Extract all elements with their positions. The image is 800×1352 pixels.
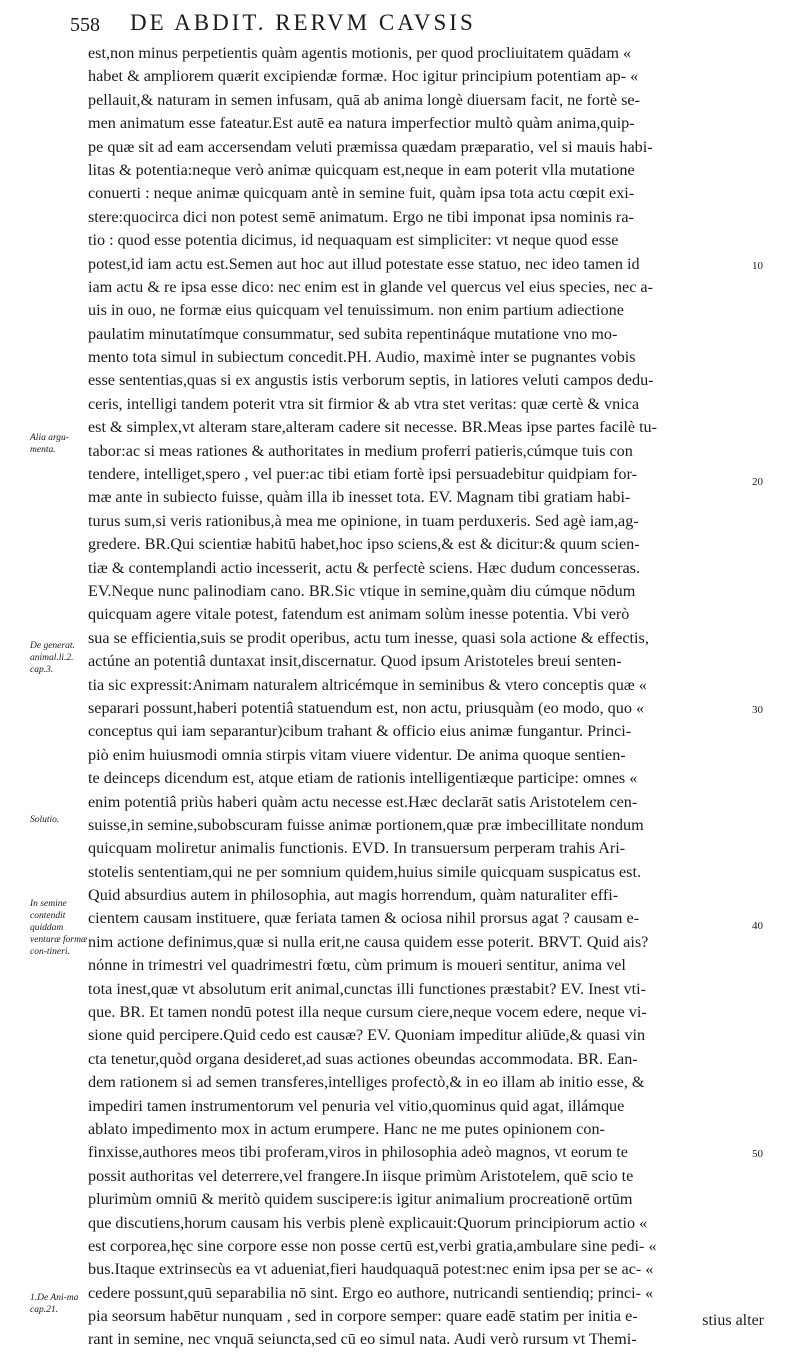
text-line: cta tenetur,quòd organa desideret,ad suas actiones obeundas accommodata. BR. Ean- <box>88 1049 638 1068</box>
text-line: piò enim huiusmodi omnia stirpis vitam viuere videntur. De anima quoque sentien- <box>88 745 626 764</box>
text-line: nim actione definimus,quæ si nulla erit,ne causa quidem esse poterit. BRVT. Quid ais? <box>88 932 649 951</box>
text-line: cedere possunt,quū separabilia nō sint. Ergo eo authore, nutricandi sentiendiq; princi- « <box>88 1283 654 1302</box>
text-line: possit authoritas vel deterrere,vel frangere.In iisque primùm Aristotelem, quē scio te <box>88 1166 634 1185</box>
text-line: stotelis sententiam,qui ne per somnium quidem,huius simile quicquam suspicatus est. <box>88 862 642 881</box>
text-line: men animatum esse fateatur.Est autē ea natura imperfectior multò quàm anima,quip- <box>88 114 635 133</box>
text-line: ablato impedimento mox in actum erumpere. Hanc ne me putes opinionem con- <box>88 1119 605 1138</box>
text-line: potest,id iam actu est.Semen aut hoc aut illud potestate esse statuo, nec ideo tamen id <box>88 254 640 273</box>
text-line: tiæ & contemplandi actio incesserit, actu & perfectè sciens. Hæc dudum concesseras. <box>88 558 640 577</box>
line-number-50: 50 <box>752 1148 763 1160</box>
text-line: dem rationem si ad semen transferes,intelliges profectò,& in eo illam ab initio esse, & <box>88 1073 645 1092</box>
text-line: te deinceps dicendum est, atque etiam de rationis intelligentiæque participe: omnes « <box>88 769 638 788</box>
text-line: gredere. BR.Qui scientiæ habitū habet,hoc ipso sciens,& est & dicitur:& quum scien- <box>88 535 640 554</box>
text-line: pia seorsum habētur nunquam , sed in corpore semper: quare eadē statim per initia e- <box>88 1307 638 1326</box>
line-number-30: 30 <box>752 704 763 716</box>
text-line: separari possunt,haberi potentiâ statuendum est, non actu, priusquàm (eo modo, quo « <box>88 698 645 717</box>
text-line: finxisse,authores meos tibi proferam,viros in philosophia adeò magnos, vt eorum te <box>88 1143 628 1162</box>
text-line: turus sum,si veris rationibus,à mea me opinione, in tuam perduxeris. Sed agè iam,ag- <box>88 511 639 530</box>
text-line: cientem causam instituere, quæ feriata tamen & ociosa nihil prorsus agat ? causam e- <box>88 909 640 928</box>
margin-note-de-anima: 1.De Ani-ma cap.21. <box>30 1293 79 1315</box>
text-line: mento tota simul in subiectum concedit.PH. Audio, maximè inter se pugnantes vobis <box>88 348 636 367</box>
text-line: nónne in trimestri vel quadrimestri fœtu, cùm primum is moueri sentitur, anima vel <box>88 956 626 975</box>
text-line: quicquam moliretur animalis functionis. EVD. In transuersum perperam trahis Ari- <box>88 839 626 858</box>
text-line: tota inest,quæ vt absolutum erit animal,cunctas illi functiones præstabit? EV. Inest vti- <box>88 979 647 998</box>
text-line: est,non minus perpetientis quàm agentis motionis, per quod procliuitatem quādam « <box>88 44 632 62</box>
text-line: Quid absurdius autem in philosophia, aut magis horrendum, quàm naturaliter effi- <box>88 886 619 905</box>
text-line: bus.Itaque extrinsecùs ea vt adueniat,fieri haudquaquā potest:nec enim ipsa per se ac- « <box>88 1260 654 1279</box>
text-line: actúne an potentiâ duntaxat insit,discernatur. Quod ipsum Aristoteles breui senten- <box>88 652 622 671</box>
running-head: DE ABDIT. RERVM CAVSIS <box>130 10 476 35</box>
text-line: ceris, intelligi tandem poterit vtra sit firmior & ab vtra stet veritas: quæ certè & vnica <box>88 394 640 413</box>
text-line: plurimùm omniū & meritò quidem suscipere:is igitur animalium procreationē ortūm <box>88 1190 633 1209</box>
page-number: 558 <box>70 14 100 36</box>
text-line: iam actu & re ipsa esse dico: nec enim est in glande vel quercus vel eius species, nec a- <box>88 277 654 296</box>
text-line: quicquam agere vitale potest, fatendum est animam solùm inesse potentia. Vbi verò <box>88 605 630 624</box>
text-line: sua se efficientia,suis se prodit operibus, actu tum inesse, quasi sola actione & effectis, <box>88 628 649 647</box>
text-line: tio : quod esse potentia dicimus, id nequaquam est simpliciter: vt neque quod esse <box>88 231 619 250</box>
text-line: que. BR. Et tamen nondū potest illa neque cursum ciere,neque vocem edere, neque vi- <box>88 1003 647 1022</box>
text-line: tia sic expressit:Animam naturalem altricémque in seminibus & vtero conceptis quæ « <box>88 675 647 694</box>
body-text <box>88 42 768 1352</box>
catchword: stius alter <box>702 1312 764 1329</box>
text-line: tabor:ac si meas rationes & authoritates in medium proferri patieris,cúmque tuis con <box>88 441 633 460</box>
text-line: que discutiens,horum causam his verbis plenè explicauit:Quorum principiorum actio « <box>88 1213 648 1232</box>
line-number-40: 40 <box>752 920 763 932</box>
text-line: suisse,in semine,subobscuram fuisse animæ portionem,quæ præ imbecillitate nondum <box>88 815 644 834</box>
text-line: uis in ouo, ne formæ eius quicquam vel tenuissimum. non enim partium adiectione <box>88 301 624 320</box>
text-line: conuerti : neque animæ quicquam antè in semine fuit, quàm ipsa tota actu cœpit exi- <box>88 184 635 203</box>
margin-note-alia-argumenta: Alia argu-menta. <box>30 433 69 455</box>
text-line: pellauit,& naturam in semen infusam, quā ab anima longè diuersam facit, ne fortè se- <box>88 90 640 109</box>
text-line: habet & ampliorem quærit excipiendæ formæ. Hoc igitur principium potentiam ap- « <box>88 67 639 86</box>
text-line: paulatim minutatímque consummatur, sed subita repentináque mutatione vno mo- <box>88 324 618 343</box>
text-line: esse sententias,quas si ex angustis istis verborum septis, in latiores veluti campos dedu- <box>88 371 654 390</box>
text-line: tendere, intelliget,spero , vel puer:ac tibi etiam fortè ipsi persuadebitur quidpiam for- <box>88 465 637 484</box>
text-line: impediri tamen instrumentorum vel penuria vel vitio,quominus quid agat, illámque <box>88 1096 625 1115</box>
margin-note-in-semine: In semine contendit quiddam venturæ formæ con-tineri. <box>30 899 88 957</box>
margin-note-de-generat: De generat. animal.li.2. cap.3. <box>30 641 75 675</box>
text-line: litas & potentia:neque verò animæ quicquam est,neque in eam poterit vlla mutatione <box>88 160 635 179</box>
text-line: pe quæ sit ad eam accersendam veluti præmissa quædam præparatio, vel si mauis habi- <box>88 137 653 156</box>
line-number-10: 10 <box>752 260 763 272</box>
text-line: sione quid percipere.Quid cedo est causæ? EV. Quoniam impeditur aliūde,& quasi vin <box>88 1026 646 1045</box>
margin-note-solutio: Solutio. <box>30 815 60 825</box>
text-line: EV.Neque nunc palinodiam cano. BR.Sic vtique in semine,quàm diu cúmque nōdum <box>88 581 636 600</box>
line-number-20: 20 <box>752 476 763 488</box>
text-line: enim potentiâ priùs haberi quàm actu necesse est.Hæc declarāt satis Aristotelem cen- <box>88 792 638 811</box>
text-line: est & simplex,vt alteram stare,alteram cadere sit necesse. BR.Meas ipse partes facilè tu- <box>88 418 658 437</box>
text-line: est corporea,hęc sine corpore esse non posse certū est,verbi gratia,ambulare sine pedi- « <box>88 1236 657 1255</box>
text-line: rant in semine, nec vnquā seiuncta,sed cū eo simul nata. Audi verò rursum vt Themi- <box>88 1330 637 1349</box>
text-line: mæ ante in subiecto fuisse, quàm illa ib inesset tota. EV. Magnam tibi gratiam habi- <box>88 488 631 507</box>
text-line: conceptus qui iam separantur)cibum trahant & officio eius animæ fungantur. Princi- <box>88 722 632 741</box>
text-line: stere:quocirca dici non potest semē animatum. Ergo ne tibi imponat ipsa nominis ra- <box>88 207 634 226</box>
